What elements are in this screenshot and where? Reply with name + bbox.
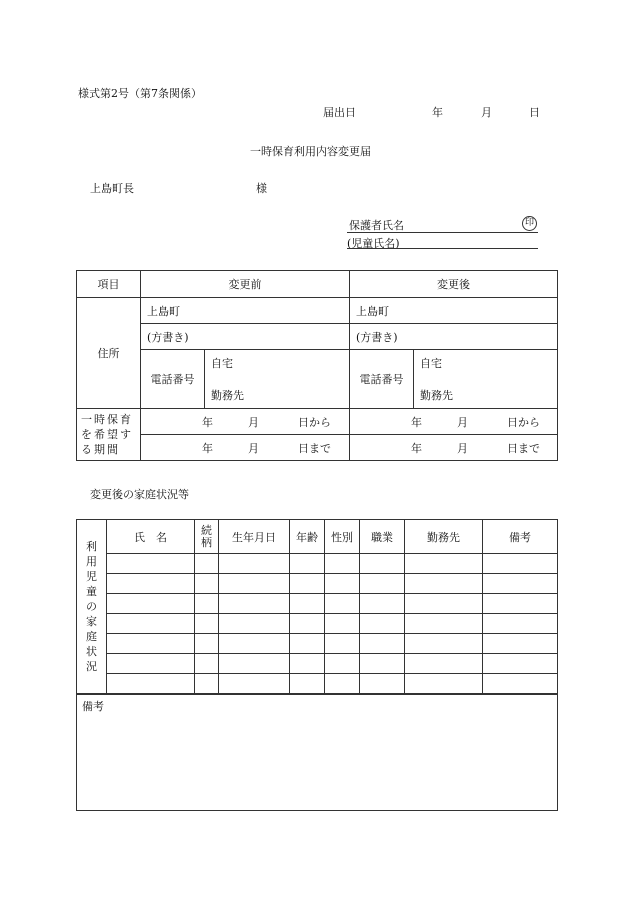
addressee-name: 上島町長	[90, 182, 134, 195]
header-after: 変更後	[350, 271, 558, 298]
date-label: 届出日	[323, 106, 356, 119]
family-header-row	[77, 520, 558, 554]
col-workplace: 勤務先	[405, 520, 483, 554]
before-period-from: 年 月 日から	[141, 409, 350, 435]
date-month-label: 月	[481, 106, 492, 119]
col-birthdate: 生年月日	[219, 520, 290, 554]
col-sex: 性別	[325, 520, 360, 554]
after-period-from: 年 月 日から	[350, 409, 558, 435]
family-section-title: 変更後の家庭状況等	[90, 488, 189, 501]
col-age: 年齢	[290, 520, 325, 554]
child-name-underline	[347, 248, 538, 249]
remarks-label: 備考	[82, 699, 104, 713]
after-phone-cell	[414, 350, 558, 409]
form-id: 様式第2号（第7条関係）	[78, 87, 202, 100]
header-item: 項目	[77, 271, 141, 298]
addressee-honorific: 様	[256, 182, 267, 195]
before-phone-work: 勤務先	[211, 389, 244, 402]
date-day-label: 日	[529, 106, 540, 119]
child-name-label: (児童氏名)	[347, 237, 400, 250]
after-address-note: (方書き)	[350, 324, 558, 350]
col-remarks: 備考	[483, 520, 558, 554]
family-side-label-cell	[77, 520, 107, 694]
guardian-name-label: 保護者氏名	[349, 219, 404, 232]
family-side-label: 利用児童の家庭状況	[86, 539, 97, 673]
date-year-label: 年	[432, 106, 443, 119]
address-label: 住所	[77, 298, 141, 409]
before-phone-label: 電話番号	[141, 350, 205, 409]
after-phone-home: 自宅	[420, 357, 442, 370]
before-phone-home: 自宅	[211, 357, 233, 370]
period-label: 一時保育を希望する期間	[77, 409, 141, 461]
col-relation: 続柄	[195, 520, 219, 554]
col-name: 氏 名	[107, 520, 195, 554]
table-row	[77, 594, 558, 614]
table-row	[77, 574, 558, 594]
header-before: 変更前	[141, 271, 350, 298]
seal-mark: 印	[522, 216, 537, 231]
before-period-to: 年 月 日まで	[141, 435, 350, 461]
after-period-to: 年 月 日まで	[350, 435, 558, 461]
family-table	[76, 519, 558, 811]
before-address-note: (方書き)	[141, 324, 350, 350]
before-phone-cell	[205, 350, 350, 409]
after-address-town: 上島町	[350, 298, 558, 324]
guardian-name-underline	[347, 232, 538, 233]
after-phone-label: 電話番号	[350, 350, 414, 409]
table-row	[77, 654, 558, 674]
col-occupation: 職業	[360, 520, 405, 554]
remarks-box	[77, 694, 558, 811]
form-title: 一時保育利用内容変更届	[250, 145, 371, 158]
before-address-town: 上島町	[141, 298, 350, 324]
table-row	[77, 554, 558, 574]
table-row	[77, 634, 558, 654]
table-row	[77, 674, 558, 694]
table-row	[77, 614, 558, 634]
change-table	[76, 270, 558, 461]
after-phone-work: 勤務先	[420, 389, 453, 402]
